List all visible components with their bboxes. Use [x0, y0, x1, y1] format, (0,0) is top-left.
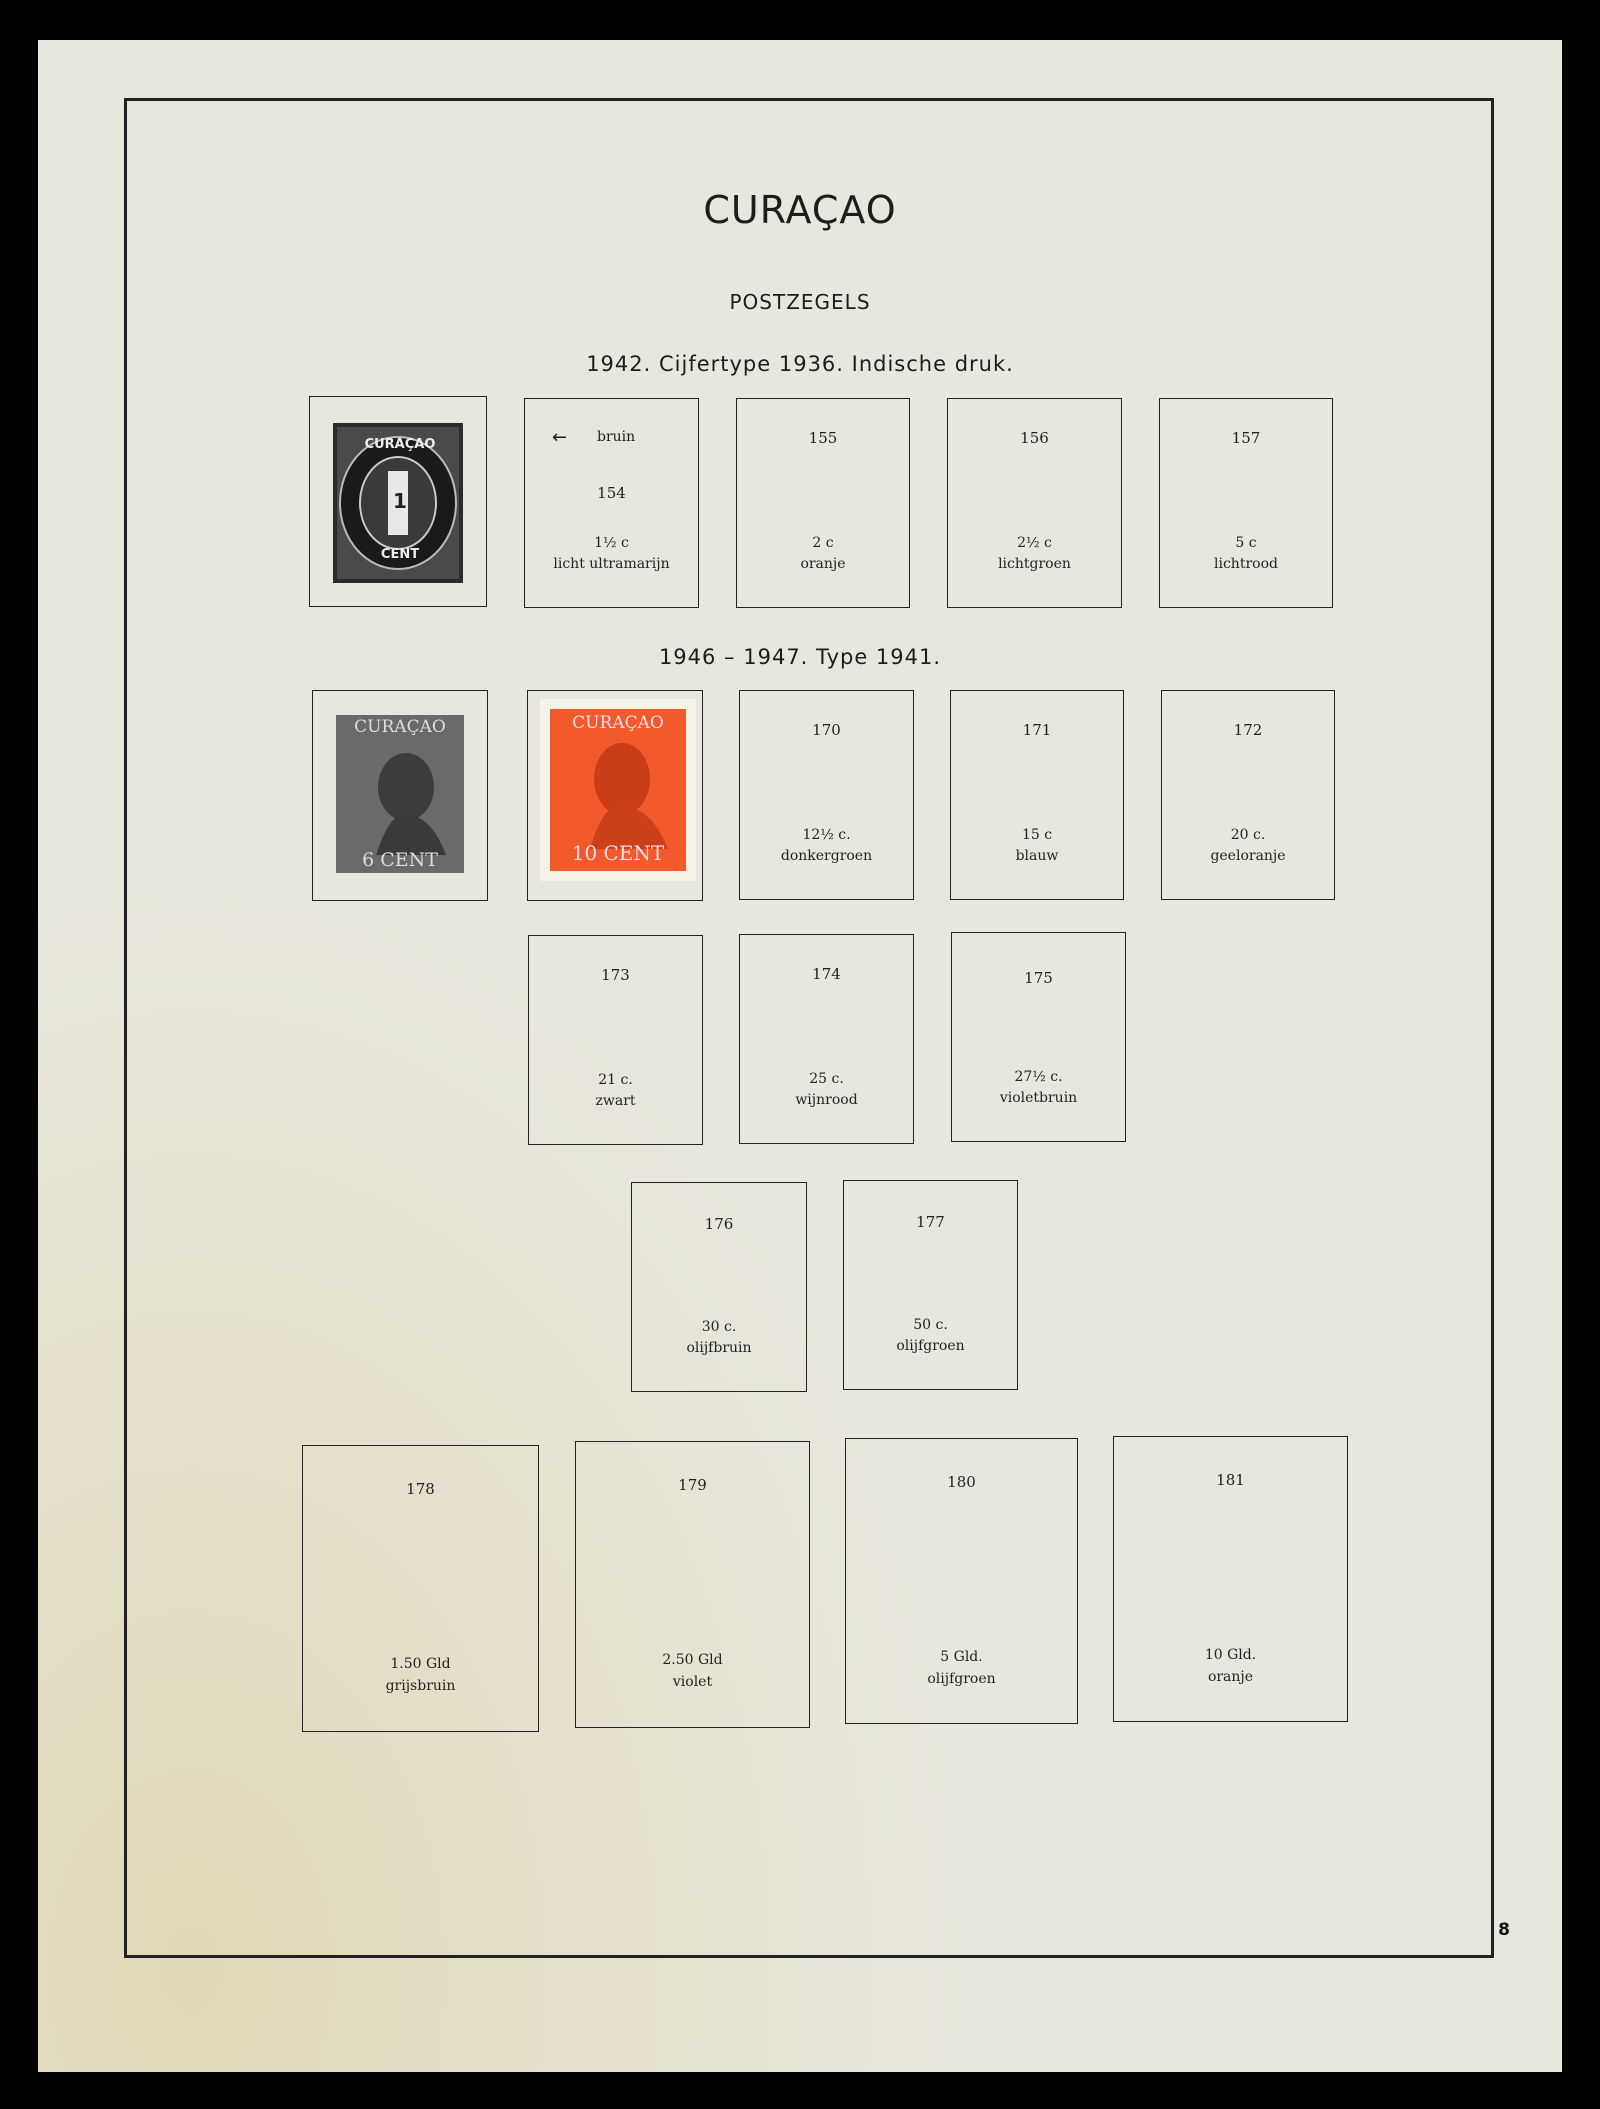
stamp-slot-157[interactable]: [1159, 398, 1333, 608]
slot-number: 175: [1024, 969, 1053, 987]
slot-value: 5 c: [1235, 535, 1257, 551]
stamp-text-bottom: CENT: [380, 547, 420, 562]
slot-color: zwart: [595, 1093, 636, 1109]
slot-value: 15 c: [1021, 827, 1053, 843]
slot-number: 171: [1022, 721, 1052, 739]
stamp-value: 1: [393, 489, 407, 513]
slot-color: violetbruin: [999, 1090, 1078, 1106]
slot-number: 157: [1231, 429, 1261, 447]
slot-value: 5 Gld.: [940, 1649, 983, 1665]
slot-value: 30 c.: [701, 1319, 737, 1335]
slot-color: violet: [672, 1674, 713, 1690]
slot-color: oranje: [800, 556, 846, 572]
slot-color: licht ultramarijn: [553, 556, 670, 572]
slot-value: 2 c: [812, 535, 834, 551]
slot-value: 10 Gld.: [1204, 1647, 1257, 1663]
slot-value: 27½ c.: [1014, 1069, 1063, 1085]
slot-number: 177: [916, 1213, 945, 1231]
slot-color: lichtrood: [1214, 556, 1278, 572]
slot-number: 170: [812, 721, 841, 739]
slot-value: 12½ c.: [802, 827, 851, 843]
stamp-slot-170[interactable]: [739, 690, 914, 900]
stamp-slot-178[interactable]: [302, 1445, 539, 1732]
slot-number: 172: [1233, 721, 1263, 739]
slot-color: olijfgroen: [896, 1338, 965, 1354]
stamp-slot-173[interactable]: [528, 935, 703, 1145]
stamp-slot-175[interactable]: [951, 932, 1126, 1142]
section-heading-1946: 1946 – 1947. Type 1941.: [658, 645, 942, 669]
slot-value: 1.50 Gld: [390, 1656, 451, 1672]
stamp-slot-180[interactable]: [845, 1438, 1078, 1724]
slot-value: 2.50 Gld: [662, 1652, 723, 1668]
slot-color: wijnrood: [795, 1092, 858, 1108]
slot-number: 178: [406, 1480, 435, 1498]
slot-number: 179: [678, 1476, 707, 1494]
stamp-slot-179[interactable]: [575, 1441, 810, 1728]
slot-color: olijfbruin: [686, 1340, 752, 1356]
slot-value: 50 c.: [913, 1317, 948, 1333]
slot-number: 173: [601, 966, 630, 984]
page-title: CURAÇAO: [703, 188, 897, 232]
stamp-slot-176[interactable]: [631, 1182, 807, 1392]
stamp-slot-172[interactable]: [1161, 690, 1335, 900]
slot-number: 180: [947, 1473, 976, 1491]
slot-color: oranje: [1207, 1669, 1254, 1685]
slot-color: donkergroen: [780, 848, 873, 864]
stamp-slot-156[interactable]: [947, 398, 1122, 608]
slot-note: bruin: [597, 429, 636, 445]
stamp-mount-10-cent[interactable]: [527, 690, 703, 901]
stamp-slot-181[interactable]: [1113, 1436, 1348, 1722]
stamp-slot-155[interactable]: [736, 398, 910, 608]
slot-number: 176: [704, 1215, 734, 1233]
stamp-text-top: CURAÇAO: [364, 437, 436, 452]
stamp-slot-171[interactable]: [950, 690, 1124, 900]
slot-color: olijfgroen: [927, 1671, 996, 1687]
stamp-mount-1942[interactable]: [309, 396, 487, 607]
page-subtitle: POSTZEGELS: [729, 290, 871, 314]
slot-color: geeloranje: [1210, 848, 1286, 864]
slot-number: 181: [1216, 1471, 1245, 1489]
slot-color: blauw: [1015, 848, 1059, 864]
slot-color: lichtgroen: [998, 556, 1071, 572]
stamp-text-bottom: 10 CENT: [571, 841, 665, 865]
slot-value: 20 c.: [1230, 827, 1266, 843]
slot-color: grijsbruin: [385, 1678, 456, 1694]
stamp-slot-177[interactable]: [843, 1180, 1018, 1390]
slot-number: 174: [812, 965, 841, 983]
slot-value: 2½ c: [1017, 535, 1052, 551]
stamp-mount-6-cent[interactable]: [312, 690, 488, 901]
slot-value: 1½ c: [594, 535, 629, 551]
slot-value: 25 c.: [809, 1071, 844, 1087]
slot-number: 156: [1020, 429, 1049, 447]
stamp-text-bottom: 6 CENT: [362, 849, 438, 871]
slot-number: 154: [597, 484, 626, 502]
page-number: 8: [1498, 1920, 1510, 1940]
stamp-text-top: CURAÇAO: [572, 713, 664, 733]
slot-value: 21 c.: [598, 1072, 633, 1088]
stamp-slot-154[interactable]: [524, 398, 699, 608]
stamp-slot-174[interactable]: [739, 934, 914, 1144]
section-heading-1942: 1942. Cijfertype 1936. Indische druk.: [586, 352, 1014, 376]
arrow-left-icon: ←: [552, 427, 568, 448]
slot-number: 155: [808, 429, 838, 447]
stamp-text-top: CURAÇAO: [354, 717, 446, 737]
